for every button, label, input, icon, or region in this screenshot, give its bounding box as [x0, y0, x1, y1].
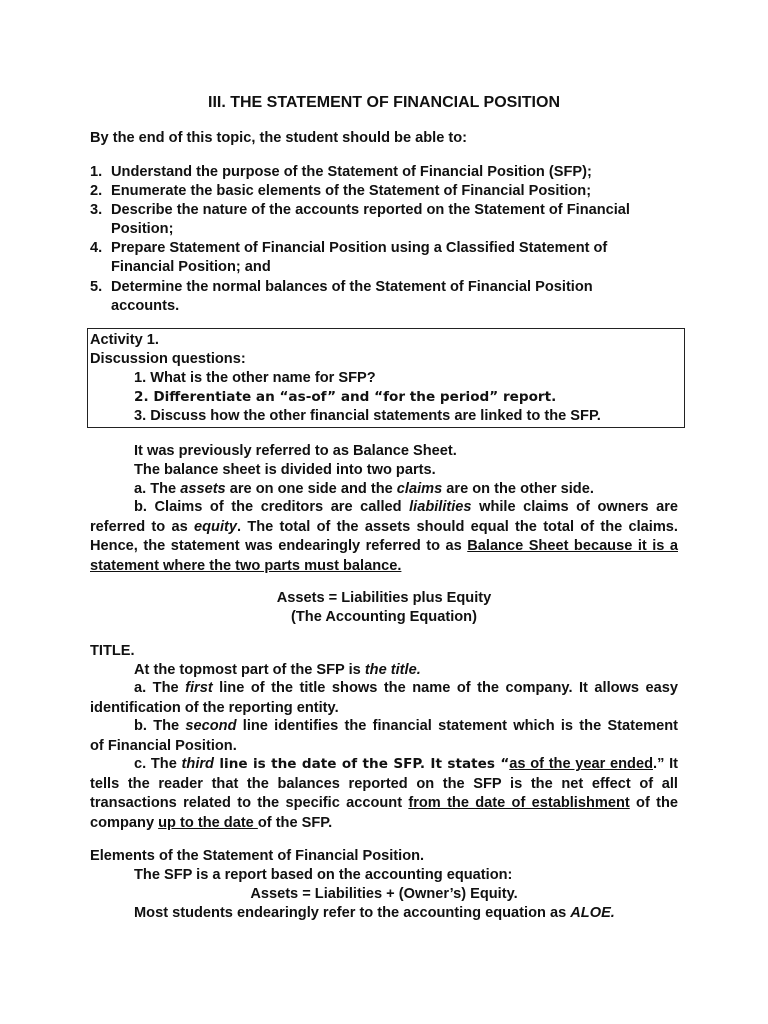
elements-line-3: Most students endearingly refer to the accounting equation as ALOE.	[134, 905, 615, 921]
title-item-b: b. The second line identifies the financial statement which is the Statement of Financial Position.	[90, 718, 678, 754]
activity-label: Activity 1.	[90, 332, 159, 348]
objective-1: 1. Understand the purpose of the Statement of Financial Position (SFP);	[90, 164, 592, 180]
title-item-a: a. The first line of the title shows the name of the company. It allows easy identification of the reporting entity.	[90, 680, 678, 716]
activity-subtitle: Discussion questions:	[90, 351, 246, 367]
elements-line-1: The SFP is a report based on the accounting equation:	[134, 867, 513, 883]
title-intro: At the topmost part of the SFP is the title.	[134, 662, 421, 678]
balance-item-a: a. The assets are on one side and the claims are on the other side.	[134, 481, 594, 497]
balance-item-b: b. Claims of the creditors are called liabilities while claims of owners are referred to as equity. The total of the assets should equal the total of the claims. Hence, the statement was endearingly referred to as Balance Sheet because it is a statement where the two parts must balance.	[90, 499, 679, 574]
title-heading: TITLE.	[90, 643, 135, 659]
elements-equation: Assets = Liabilities + (Owner’s) Equity.	[250, 886, 518, 902]
objective-3-cont: Position;	[111, 221, 174, 237]
activity-question-2: 2. Differentiate an “as-of” and “for the period” report.	[134, 389, 557, 405]
objective-3: 3. Describe the nature of the accounts reported on the Statement of Financial	[90, 202, 630, 218]
objective-4: 4. Prepare Statement of Financial Position using a Classified Statement of	[90, 240, 608, 256]
elements-heading: Elements of the Statement of Financial Position.	[90, 848, 425, 864]
balance-p1: It was previously referred to as Balance Sheet.	[134, 443, 457, 459]
title-item-c: c. The third line is the date of the SFP. It states “as of the year ended.” It tells the reader that the balances reported on the SFP is the net effect of all transactions related to the specific account from the date of establishment of the company up to the date of the SFP.	[90, 756, 678, 831]
equation-line: Assets = Liabilities plus Equity	[276, 590, 492, 606]
activity-question-3: 3. Discuss how the other financial statements are linked to the SFP.	[134, 408, 601, 424]
activity-question-1: 1. What is the other name for SFP?	[134, 370, 376, 386]
section-heading: III. THE STATEMENT OF FINANCIAL POSITION	[208, 94, 560, 111]
balance-p2: The balance sheet is divided into two parts.	[134, 462, 436, 478]
objective-5-cont: accounts.	[111, 298, 180, 314]
objective-5: 5. Determine the normal balances of the Statement of Financial Position	[90, 279, 593, 295]
equation-caption: (The Accounting Equation)	[291, 609, 477, 625]
objective-2: 2. Enumerate the basic elements of the Statement of Financial Position;	[90, 183, 592, 199]
objective-4-cont: Financial Position; and	[111, 259, 271, 275]
intro-text: By the end of this topic, the student should be able to:	[90, 130, 468, 146]
